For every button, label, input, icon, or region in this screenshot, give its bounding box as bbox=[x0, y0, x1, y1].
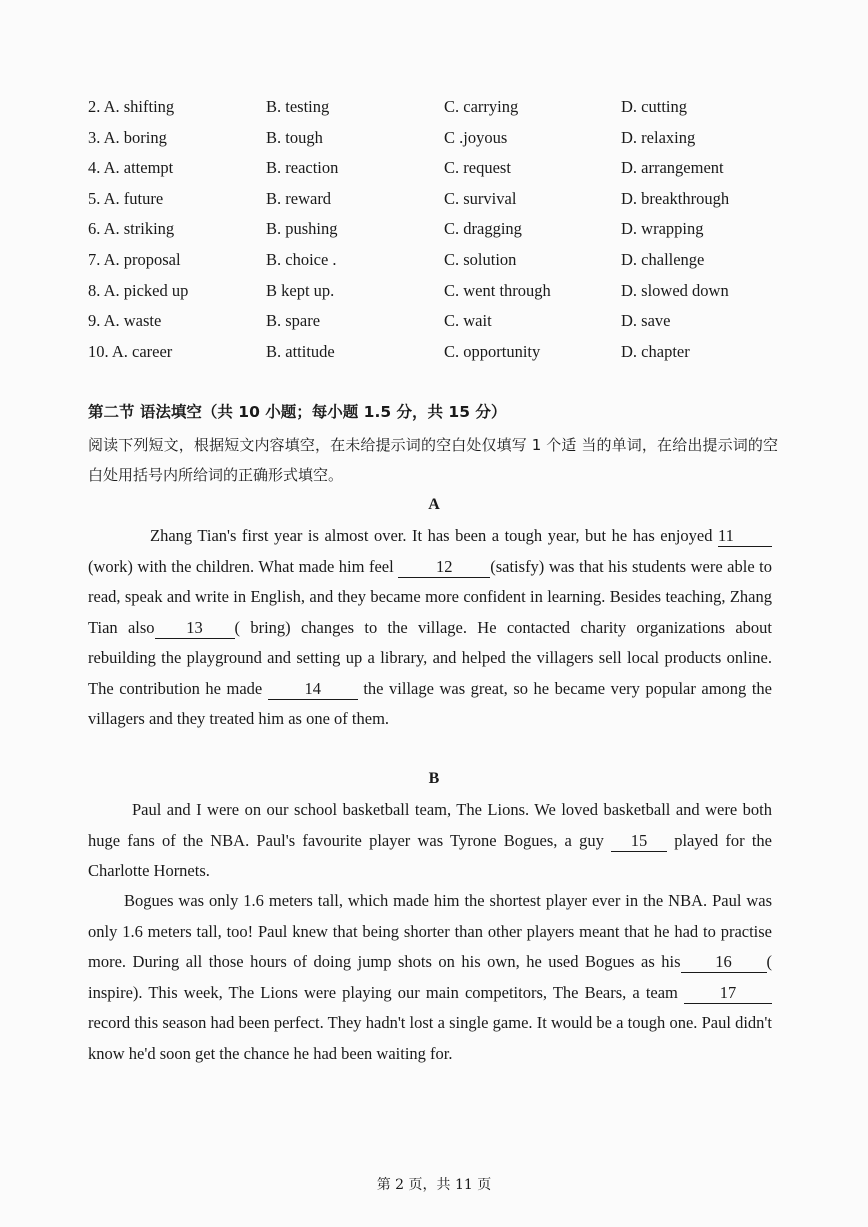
passage-a bbox=[88, 521, 772, 735]
passage-b-text: played for the Charlotte Hornets. bbox=[88, 830, 772, 880]
option-a: 3. A. boring bbox=[88, 127, 167, 147]
option-b: B kept up. bbox=[266, 280, 335, 300]
option-row bbox=[88, 188, 788, 219]
option-d: D. wrapping bbox=[621, 219, 704, 239]
passage-b-text: ( inspire). This week, The Lions were playing our main competitors, The Bears, a team bbox=[88, 952, 772, 1002]
options-table bbox=[88, 96, 788, 371]
option-c: C .joyous bbox=[444, 127, 508, 147]
option-row bbox=[88, 249, 788, 280]
blank-15: 15 bbox=[611, 831, 667, 852]
option-b: B. attitude bbox=[266, 341, 335, 361]
passage-b-text: record this season had been perfect. They hadn't lost a single game. It would be a tough one. Paul didn't know he'd soon get the chance he had been waiting for. bbox=[88, 1013, 772, 1063]
option-row bbox=[88, 157, 788, 188]
passage-a-text: (satisfy) was that his students were able to read, speak and write in English, and they became more confident in learning. Besides teaching, Zhang Tian also bbox=[88, 556, 772, 637]
option-c: C. request bbox=[444, 158, 511, 178]
option-c: C. survival bbox=[444, 188, 517, 208]
option-b: B. reward bbox=[266, 188, 332, 208]
passage-a-text: (work) with the children. What made him feel bbox=[88, 556, 399, 576]
passage-b-paragraph-2 bbox=[88, 886, 772, 1069]
passage-a-text: the village was great, so he became very popular among the villagers and they treated him as one of them. bbox=[88, 678, 772, 728]
section-title: 第二节 语法填空（共 10 小题；每小题 1.5 分，共 15 分） bbox=[88, 403, 507, 421]
blank-17: 17 bbox=[684, 983, 772, 1004]
option-d: D. slowed down bbox=[621, 280, 729, 300]
option-d: D. save bbox=[621, 311, 671, 331]
blank-16: 16 bbox=[681, 952, 767, 973]
option-d: D. relaxing bbox=[621, 127, 696, 147]
option-a: 6. A. striking bbox=[88, 219, 175, 239]
option-row bbox=[88, 96, 788, 127]
passage-b-paragraph-1 bbox=[88, 795, 772, 887]
option-row bbox=[88, 218, 788, 249]
blank-11: 11 bbox=[718, 526, 772, 547]
passage-a-text: ( bring) changes to the village. He contacted charity organizations about rebuilding the playground and setting up a library, and helped the villagers sell local products online. The contribution he made bbox=[88, 617, 772, 698]
option-b: B. spare bbox=[266, 311, 321, 331]
passage-b-label: B bbox=[428, 770, 440, 787]
passage-a-label: A bbox=[428, 496, 440, 513]
option-c: C. wait bbox=[444, 311, 492, 331]
passage-b-text: Bogues was only 1.6 meters tall, which made him the shortest player ever in the NBA. Paul was only 1.6 meters tall, too! Paul knew that being shorter than other players meant that he had to practise more. During all those hours of doing jump shots on his own, he used Bogues as his bbox=[88, 891, 772, 971]
page-footer: 第 2 页，共 11 页 bbox=[376, 1177, 492, 1193]
option-d: D. challenge bbox=[621, 249, 705, 269]
option-c: C. carrying bbox=[444, 97, 519, 116]
option-a: 9. A. waste bbox=[88, 311, 162, 331]
option-c: C. solution bbox=[444, 249, 517, 269]
option-row bbox=[88, 341, 788, 372]
option-c: C. dragging bbox=[444, 219, 522, 239]
option-a: 7. A. proposal bbox=[88, 249, 181, 269]
section-instruction: 阅读下列短文，根据短文内容填空，在未给提示词的空白处仅填写 1 个适 当的单词，在给出提示词的空白处用括号内所给词的正确形式填空。 bbox=[88, 436, 778, 484]
option-d: D. chapter bbox=[621, 341, 690, 361]
passage-b-text: Paul and I were on our school basketball team, The Lions. We loved basketball and were both huge fans of the NBA. Paul's favourite player was Tyrone Bogues, a guy bbox=[88, 800, 772, 850]
option-b: B. choice . bbox=[266, 249, 337, 269]
option-b: B. testing bbox=[266, 97, 330, 116]
option-a: 2. A. shifting bbox=[88, 97, 175, 116]
option-a: 5. A. future bbox=[88, 188, 164, 208]
option-c: C. went through bbox=[444, 280, 551, 300]
option-a: 4. A. attempt bbox=[88, 158, 174, 178]
option-a: 10. A. career bbox=[88, 341, 173, 361]
option-row bbox=[88, 280, 788, 311]
blank-14: 14 bbox=[268, 679, 358, 700]
option-b: B. reaction bbox=[266, 158, 339, 178]
option-row bbox=[88, 310, 788, 341]
option-d: D. breakthrough bbox=[621, 188, 730, 208]
passage-a-text: Zhang Tian's first year is almost over. It has been a tough year, but he has enjoyed bbox=[150, 526, 718, 545]
option-b: B. tough bbox=[266, 127, 323, 147]
option-d: D. cutting bbox=[621, 97, 687, 116]
blank-13: 13 bbox=[155, 618, 235, 639]
option-d: D. arrangement bbox=[621, 158, 724, 178]
blank-12: 12 bbox=[398, 557, 490, 578]
option-a: 8. A. picked up bbox=[88, 280, 189, 300]
option-row bbox=[88, 127, 788, 158]
option-b: B. pushing bbox=[266, 219, 338, 239]
option-c: C. opportunity bbox=[444, 341, 541, 361]
